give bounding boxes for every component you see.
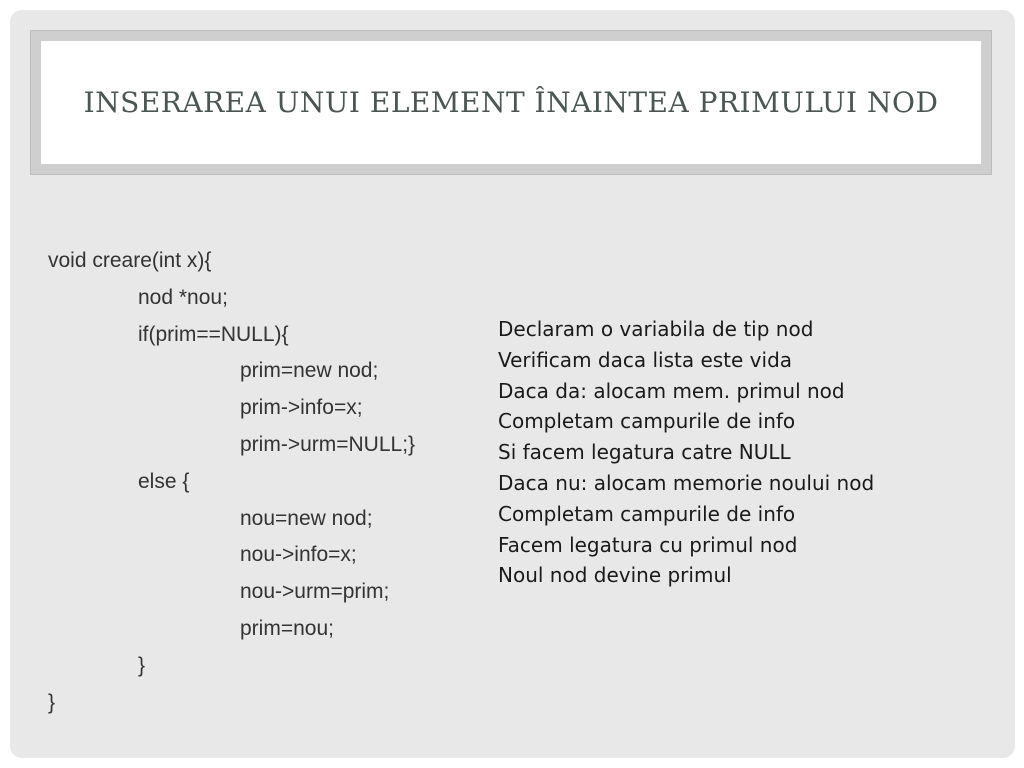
note-line: Verificam daca lista este vida xyxy=(498,347,793,372)
code-block xyxy=(48,243,415,721)
code-line: prim->info=x; xyxy=(240,396,363,420)
code-line: prim->urm=NULL;} xyxy=(240,432,416,456)
slide xyxy=(10,10,1015,758)
code-line: prim=new nod; xyxy=(240,359,379,383)
note-line: Noul nod devine primul xyxy=(498,563,732,588)
explanation-notes xyxy=(498,314,874,591)
title-box xyxy=(41,41,981,164)
note-line: Daca nu: alocam memorie noului nod xyxy=(498,470,875,495)
code-line: nod *nou; xyxy=(138,285,228,309)
code-line: } xyxy=(138,653,146,677)
code-line: } xyxy=(48,690,56,714)
slide-title: INSERAREA UNUI ELEMENT ÎNAINTEA PRIMULUI NOD xyxy=(83,86,939,119)
code-line: else { xyxy=(138,469,190,493)
note-line: Facem legatura cu primul nod xyxy=(498,532,798,557)
note-line: Completam campurile de info xyxy=(498,409,796,434)
code-line: if(prim==NULL){ xyxy=(138,322,289,346)
code-line: nou=new nod; xyxy=(240,506,373,530)
code-line: nou->info=x; xyxy=(240,543,357,567)
note-line: Si facem legatura catre NULL xyxy=(498,440,791,465)
title-frame xyxy=(30,30,992,175)
code-line: prim=nou; xyxy=(240,616,334,640)
code-line: void creare(int x){ xyxy=(48,249,212,272)
note-line: Declaram o variabila de tip nod xyxy=(498,317,814,341)
note-line: Daca da: alocam mem. primul nod xyxy=(498,378,845,403)
note-line: Completam campurile de info xyxy=(498,501,796,526)
code-line: nou->urm=prim; xyxy=(240,580,390,604)
